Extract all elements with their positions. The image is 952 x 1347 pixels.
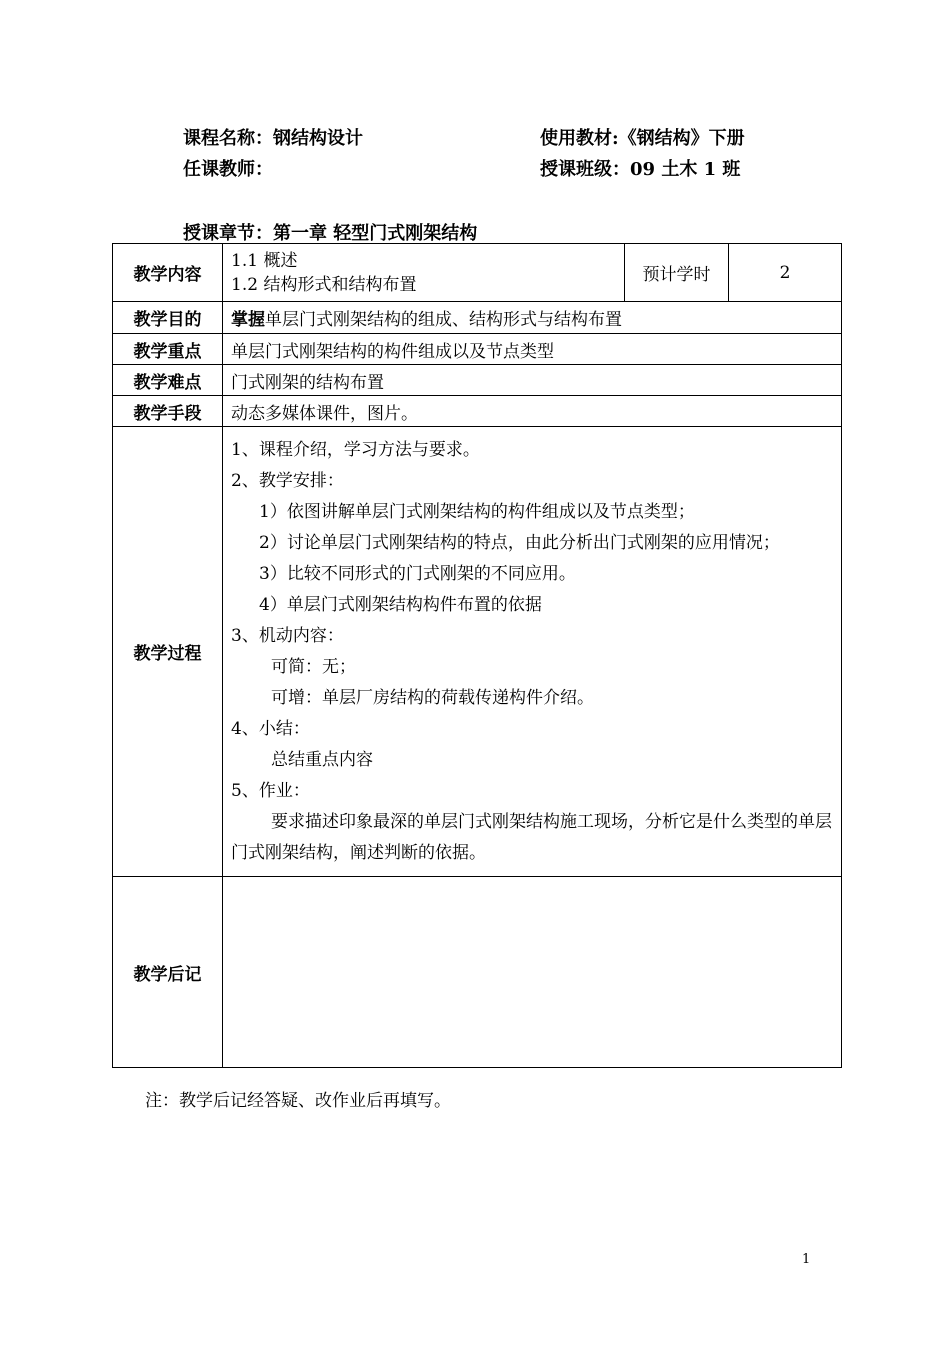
objective-label: 教学目的 (113, 302, 223, 334)
process-label: 教学过程 (113, 427, 223, 877)
course-name: 课程名称：钢结构设计 (183, 128, 363, 149)
process-line: 3、机动内容： (231, 625, 344, 646)
postscript-label: 教学后记 (113, 877, 223, 1068)
means-row (113, 396, 842, 427)
key-row (113, 334, 842, 365)
process-line: 总结重点内容 (271, 749, 373, 770)
process-line: 3）比较不同形式的门式刚架的不同应用。 (259, 563, 576, 584)
content-row (113, 244, 842, 302)
process-line: 1）依图讲解单层门式刚架结构的构件组成以及节点类型； (259, 501, 695, 522)
process-line: 5、作业： (231, 780, 310, 801)
teacher: 任课教师： (183, 159, 273, 180)
content-line-2: 1.2 结构形式和结构布置 (231, 274, 417, 295)
means-label: 教学手段 (113, 396, 223, 427)
teaching-plan-table (112, 243, 842, 1068)
objective-cell (223, 302, 842, 334)
process-line: 可简：无； (271, 656, 356, 677)
process-line: 4、小结： (231, 718, 310, 739)
objective-text: 单层门式刚架结构的组成、结构形式与结构布置 (265, 310, 622, 330)
key-text: 单层门式刚架结构的构件组成以及节点类型 (223, 334, 842, 365)
textbook: 使用教材:《钢结构》下册 (540, 128, 745, 149)
class: 授课班级：09 土木 1 班 (540, 159, 741, 180)
key-label: 教学重点 (113, 334, 223, 365)
postscript-row (113, 877, 842, 1068)
hours-value: 2 (729, 244, 842, 302)
process-line: 要求描述印象最深的单层门式刚架结构施工现场，分析它是什么类型的单层门式刚架结构，阐述判断的依据。 (231, 811, 832, 863)
postscript-cell (223, 877, 842, 1068)
process-line: 可增：单层厂房结构的荷载传递构件介绍。 (271, 687, 594, 708)
difficulty-text: 门式刚架的结构布置 (223, 365, 842, 396)
means-text: 动态多媒体课件，图片。 (223, 396, 842, 427)
difficulty-label: 教学难点 (113, 365, 223, 396)
process-line: 2、教学安排： (231, 470, 344, 491)
page-number: 1 (802, 1252, 811, 1267)
process-row (113, 427, 842, 877)
objective-bold: 掌握 (231, 310, 265, 330)
chapter: 授课章节：第一章 轻型门式刚架结构 (183, 223, 478, 244)
footnote: 注：教学后记经答疑、改作业后再填写。 (145, 1091, 451, 1111)
process-line: 1、课程介绍，学习方法与要求。 (231, 439, 480, 460)
hours-label: 预计学时 (625, 244, 729, 302)
process-line: 2）讨论单层门式刚架结构的特点，由此分析出门式刚架的应用情况； (259, 532, 780, 553)
content-line-1: 1.1 概述 (231, 250, 298, 271)
objective-row (113, 302, 842, 334)
content-cell (223, 244, 625, 302)
content-label: 教学内容 (113, 244, 223, 302)
process-cell (223, 427, 842, 877)
process-line: 4）单层门式刚架结构构件布置的依据 (259, 594, 542, 615)
difficulty-row (113, 365, 842, 396)
